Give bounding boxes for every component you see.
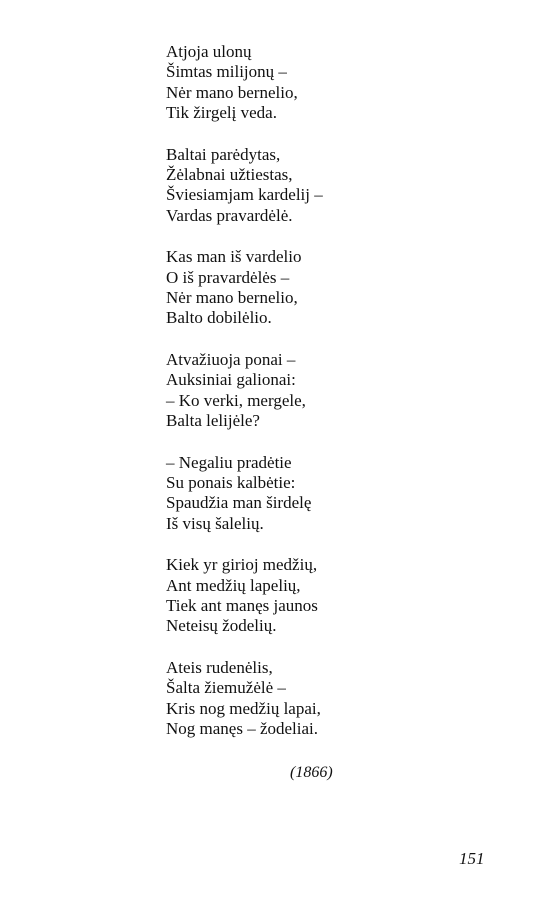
poem-line: O iš pravardėlės – bbox=[166, 267, 290, 287]
poem-line: Iš visų šalelių. bbox=[166, 513, 264, 533]
poem-date: (1866) bbox=[290, 764, 333, 781]
poem-line: Žėlabnai užtiestas, bbox=[166, 165, 293, 185]
poem-stanza bbox=[166, 42, 486, 124]
poem-line: Balto dobilėlio. bbox=[166, 308, 272, 328]
poem-line: Šimtas milijonų – bbox=[166, 62, 287, 82]
poem-line: Atjoja ulonų bbox=[166, 42, 252, 61]
poem-stanza bbox=[166, 555, 486, 637]
poem-line: Nėr mano bernelio, bbox=[166, 82, 298, 102]
poem-line: Baltai parėdytas, bbox=[166, 144, 281, 164]
poem-line: Atvažiuoja ponai – bbox=[166, 349, 296, 369]
poem-line: Neteisų žodelių. bbox=[166, 616, 277, 636]
poem-stanza bbox=[166, 247, 486, 329]
poem-line: Su ponais kalbėtie: bbox=[166, 472, 296, 492]
poem-line: Ateis rudenėlis, bbox=[166, 657, 273, 677]
poem-line: – Ko verki, mergele, bbox=[166, 390, 306, 410]
poem-line: Auksiniai galionai: bbox=[166, 370, 296, 390]
poem-text bbox=[166, 42, 486, 739]
poem-line: Nėr mano bernelio, bbox=[166, 288, 298, 308]
poem-line: Šviesiamjam kardelij – bbox=[166, 185, 323, 205]
poem-line: Kris nog medžių lapai, bbox=[166, 698, 321, 718]
poem-line: Balta lelijėle? bbox=[166, 411, 260, 431]
poem-line: Ant medžių lapelių, bbox=[166, 575, 301, 595]
poem-line: Tik žirgelį veda. bbox=[166, 103, 277, 123]
poem-line: Spaudžia man širdelę bbox=[166, 493, 312, 513]
poem-stanza bbox=[166, 145, 486, 227]
poem-line: – Negaliu pradėtie bbox=[166, 452, 292, 472]
poem-stanza bbox=[166, 658, 486, 740]
poem-line: Kas man iš vardelio bbox=[166, 247, 302, 267]
poem-line: Kiek yr girioj medžių, bbox=[166, 555, 318, 575]
poem-stanza bbox=[166, 453, 486, 535]
poem-line: Tiek ant manęs jaunos bbox=[166, 595, 318, 615]
poem-stanza bbox=[166, 350, 486, 432]
poem-line: Nog manęs – žodeliai. bbox=[166, 718, 319, 738]
poem-line: Vardas pravardėlė. bbox=[166, 205, 293, 225]
poem-line: Šalta žiemužėlė – bbox=[166, 678, 286, 698]
page-number: 151 bbox=[459, 849, 485, 868]
